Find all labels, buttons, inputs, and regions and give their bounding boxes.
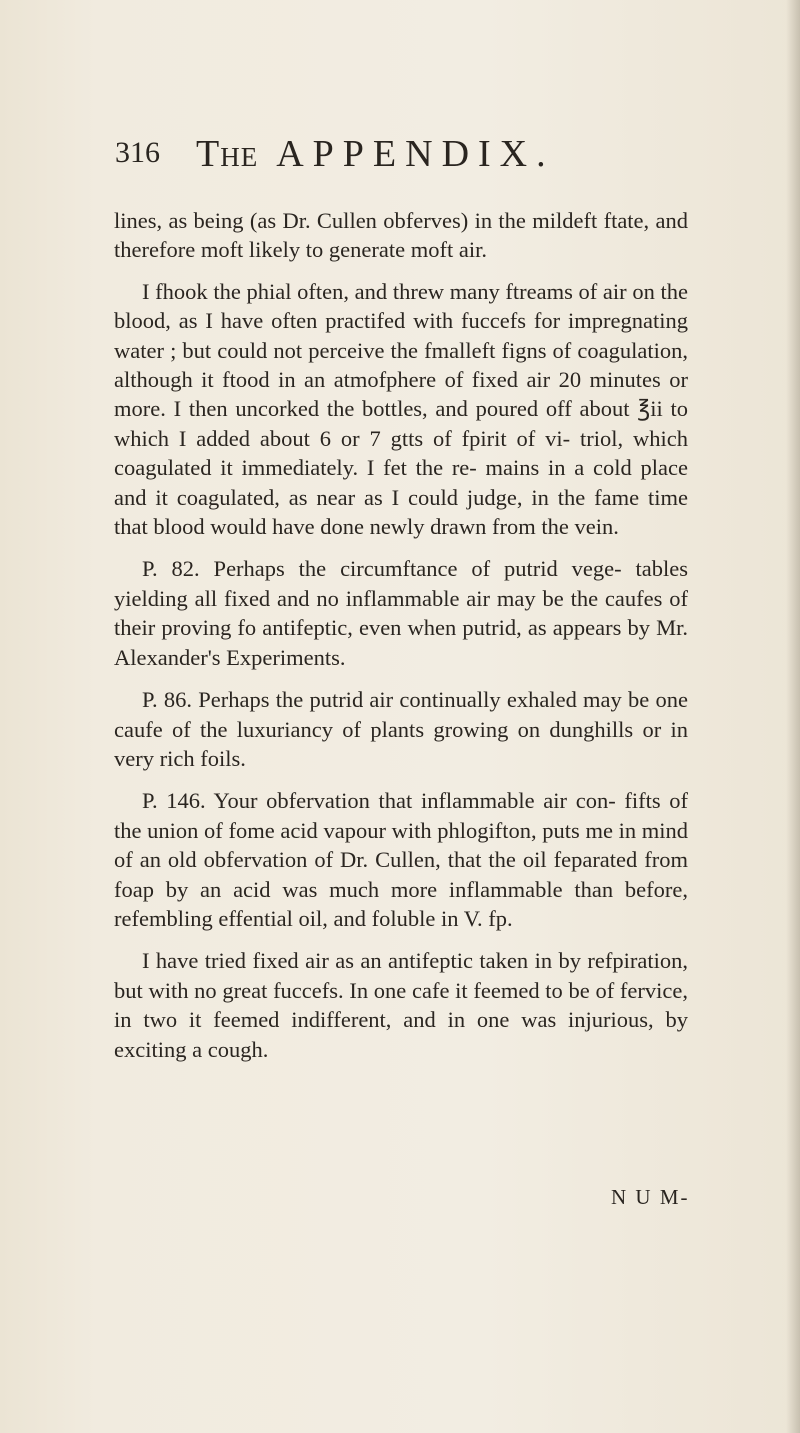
paragraph-3: P. 82. Perhaps the circumftance of putrid vege- tables yielding all fixed and no inflammable air may be the caufes of their proving fo antifeptic, even when putrid, as appears by Mr. Alexander's Experiments. [114, 556, 688, 670]
paragraph-1: lines, as being (as Dr. Cullen obferves) in the mildeft ftate, and therefore moft likely to generate moft air. [114, 208, 688, 263]
page-header [115, 132, 715, 176]
running-head [196, 132, 555, 176]
paragraph-5: P. 146. Your obfervation that inflammable air con- fifts of the union of fome acid vapour with phlogifton, puts me in mind of an old obfervation of Dr. Cullen, that the oil feparated from foap by an acid was much more inflammable than before, refembling effential oil, and foluble in V. fp. [114, 788, 688, 931]
paragraph-4: P. 86. Perhaps the putrid air continually exhaled may be one caufe of the luxuriancy of plants growing on dunghills or in very rich foils. [114, 687, 688, 771]
running-head-appendix: APPENDIX. [276, 133, 555, 175]
running-head-the: The [196, 133, 259, 175]
page-edge-shadow [786, 0, 800, 1433]
page-number: 316 [115, 136, 160, 169]
catchword: N U M- [611, 1185, 690, 1209]
paragraph-2: I fhook the phial often, and threw many ftreams of air on the blood, as I have often practifed with fuccefs for impregnating water ; but could not perceive the fmalleft figns of coagulation, although it ftood in an atmofphere of fixed air 20 minutes or more. I then uncorked the bottles, and poured off about ℥ii to which I added about 6 or 7 gtts of fpirit of vi- triol, which coagulated it immediately. I fet the re- mains in a cold place and it coagulated, as near as I could judge, in the fame time that blood would have done newly drawn from the vein. [114, 278, 688, 540]
body-text [114, 206, 688, 1064]
paragraph-6: I have tried fixed air as an antifeptic taken in by refpiration, but with no great fuccefs. In one cafe it feemed to be of fervice, in two it feemed indifferent, and in one was injurious, by exciting a cough. [114, 948, 688, 1062]
